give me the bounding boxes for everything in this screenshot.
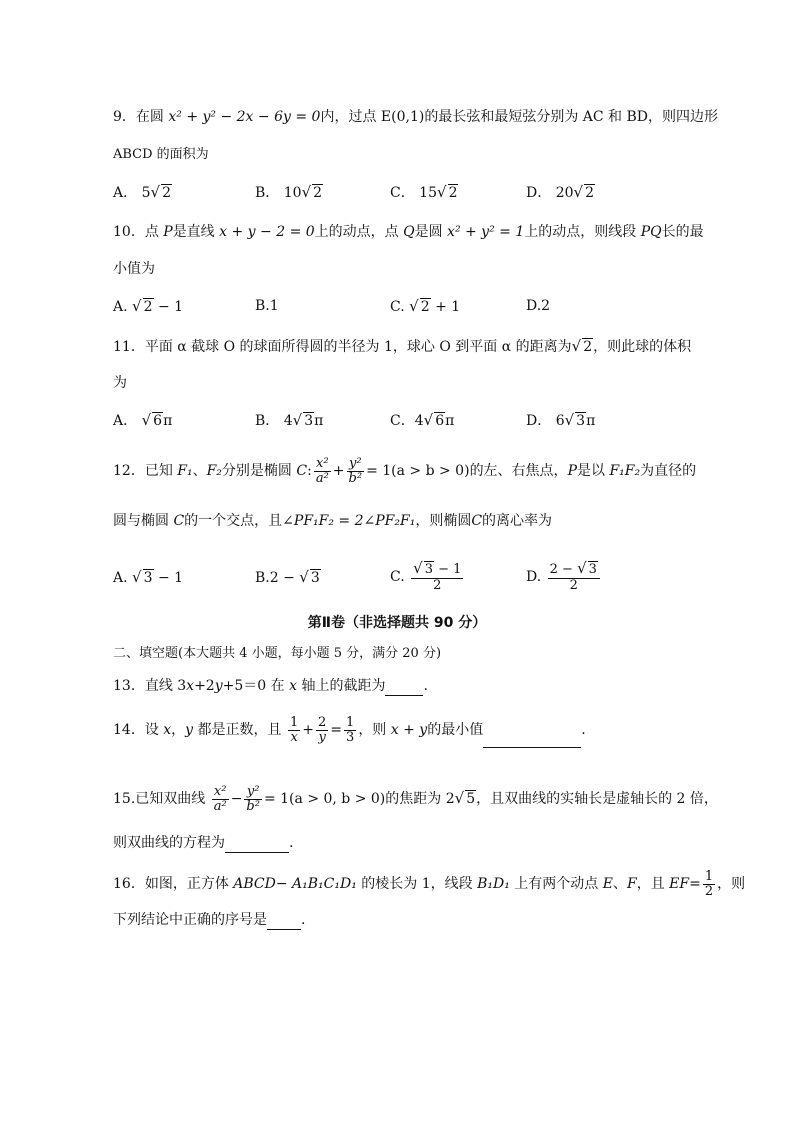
q11-option-d[interactable]: D． 6√ 3π [526,411,596,429]
q9-prefix: 9．在圆 [113,109,169,125]
q10-segment-pq: PQ [640,224,662,240]
q9-option-b[interactable]: B． 10√ 2 [255,183,323,201]
q14-fraction-1: $\frac{1}{x}$ [290,714,299,745]
q13-answer-blank[interactable] [385,681,423,696]
q11-option-a[interactable]: A． √ 6π [113,411,173,429]
section-2-title: 第Ⅱ卷（非选择题共 90 分） [307,615,487,631]
q11-options [113,408,733,432]
q14-fraction-2: $\frac{2}{y}$ [318,714,327,745]
q11-stem: 11．平面 α 截球 O 的球面所得圆的半径为 1，球心 O 到平面 α 的距离为√ 2，则此球的体积 [113,337,692,355]
q12-option-d[interactable]: D. $\frac{2 - √ 3}{2}$ [526,560,602,594]
q16-fraction: $\frac{1}{2}$ [704,868,714,899]
q12-angle-condition: ∠PF₁F₂ = 2∠PF₂F₁ [282,513,416,529]
q13-stem: 13．直线 3x+2y+5＝0 在 x 轴上的截距为 . [113,678,428,694]
q12-fraction-y: $\frac{\text{y²}}{\text{b²}}$ [348,455,363,486]
q12-stem: 12．已知 F₁、F₂分别是椭圆 C: $\frac{\text{x²}}{\text{a²}}$ + $\frac{\text{y²}}{\text{b²}}$ = 1(a > b > 0)的左、右焦点，P是以 F₁F₂为直径的 [113,455,697,486]
q14-stem: 14．设 x，y 都是正数，且 $\frac{1}{x}$ + $\frac{2}{y}$ = $\frac{1}{3}$ ，则 x + y的最小值 . [113,712,734,748]
q16-stem-cont: 下列结论中正确的序号是 . [113,912,306,928]
q10-line-equation: x + y − 2 = 0 [219,224,315,240]
q15-stem-cont: 则双曲线的方程为 . [113,835,294,851]
q12-option-a[interactable]: A. √ 3 − 1 [113,568,184,586]
q15-fraction-y: $\frac{\text{y²}}{\text{b²}}$ [246,783,260,814]
q9-text-2: 的最长弦和最短弦分别为 AC 和 BD，则四边形 [424,109,719,125]
q11-option-c[interactable]: C．4√ 6π [390,411,455,429]
q10-stem-cont: 小值为 [113,261,155,277]
q10-option-a[interactable]: A. √ 2 − 1 [113,297,184,315]
q14-fraction-3: $\frac{1}{3}$ [346,714,355,745]
q12-fraction-x: $\frac{\text{x²}}{\text{a²}}$ [315,455,329,486]
q10-point-p: P [163,224,173,240]
q12-stem-cont: 圆与椭圆 C的一个交点，且∠PF₁F₂ = 2∠PF₂F₁，则椭圆C的离心率为 [113,513,553,529]
q12-focus-f2: F₂ [206,463,222,479]
q9-option-d[interactable]: D． 20√ 2 [526,183,594,201]
q10-circle-equation: x² + y² = 1 [447,224,525,240]
q12-focus-f1: F₁ [177,463,193,479]
q15-fraction-x: $\frac{\text{x²}}{\text{a²}}$ [213,783,227,814]
q12-option-b[interactable]: B.2 − √ 3 [255,568,320,586]
q11-distance: 2 [583,339,593,355]
q9-circle-equation: x² + y² − 2x − 6y = 0 [168,109,321,125]
q9-point: (0,1) [391,109,425,125]
q11-stem-cont: 为 [113,375,127,391]
q9-options [113,180,733,204]
q14-answer-blank[interactable] [483,733,581,748]
q12-options [113,560,733,594]
q10-option-c[interactable]: C. √ 2 + 1 [390,297,461,315]
q12-option-c[interactable]: C. $\frac{√ 3 - 1}{2}$ [390,559,462,593]
part-2-heading: 二、填空题(本大题共 4 小题，每小题 5 分，满分 20 分) [113,646,442,661]
q10-option-d[interactable]: D.2 [526,298,551,314]
q9-option-c[interactable]: C． 15√ 2 [390,183,458,201]
q9-option-a[interactable]: A． 5√ 2 [113,183,171,201]
q15-answer-blank[interactable] [225,838,289,853]
q9-stem-cont: ABCD 的面积为 [113,147,209,162]
q9-text: 内，过点 E [320,109,392,125]
q16-stem: 16．如图，正方体 ABCD− A₁B₁C₁D₁ 的棱长为 1，线段 B₁D₁ 上有两个动点 E、F，且 EF= $\frac{1}{2}$ ，则 [113,868,746,899]
q10-options [113,294,733,318]
q10-stem: 10．点 P是直线 x + y − 2 = 0上的动点，点 Q是圆 x² + y² = 1上的动点，则线段 PQ长的最 [113,224,704,240]
q16-answer-blank[interactable] [267,915,301,930]
q15-stem: 15.已知双曲线 $\frac{\text{x²}}{\text{a²}}$ − $\frac{\text{y²}}{\text{b²}}$ = 1(a > 0, b > 0)的焦距为 2√ 5，且双曲线的实轴长是虚轴长的 2 倍， [113,783,718,814]
q9-stem [113,107,734,127]
q10-option-b[interactable]: B.1 [255,298,279,314]
q11-option-b[interactable]: B． 4√ 3π [255,411,324,429]
q16-cube: ABCD− A₁B₁C₁D₁ [233,876,357,892]
q10-point-q: Q [403,224,415,240]
